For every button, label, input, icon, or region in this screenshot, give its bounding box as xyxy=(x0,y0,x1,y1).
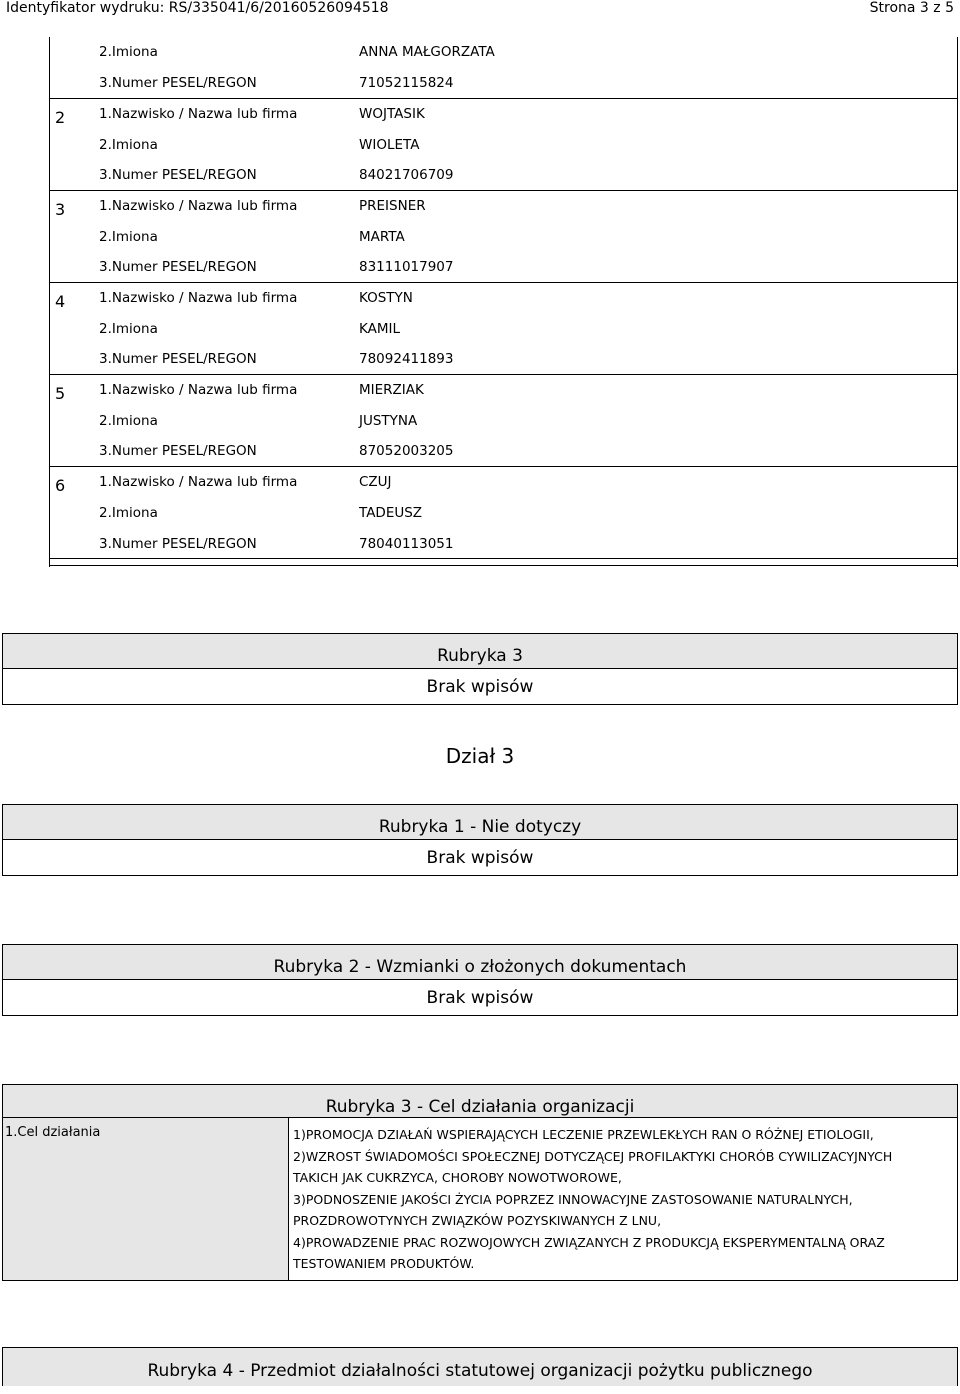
nazwisko-label: 1.Nazwisko / Nazwa lub firma xyxy=(99,106,298,122)
cel-line: 2)WZROST ŚWIADOMOŚCI SPOŁECZNEJ DOTYCZĄCEJ PROFILAKTYKI CHORÓB CYWILIZACYJNYCH xyxy=(293,1148,893,1164)
page-number: Strona 3 z 5 xyxy=(869,0,954,16)
rubryka-4-title: Rubryka 4 - Przedmiot działalności statutowej organizacji pożytku publicznego xyxy=(2,1347,958,1386)
nazwisko-value: WOJTASIK xyxy=(359,106,425,122)
cel-line: 3)PODNOSZENIE JAKOŚCI ŻYCIA POPRZEZ INNOWACYJNE ZASTOSOWANIE NATURALNYCH, xyxy=(293,1191,853,1207)
imiona-value: JUSTYNA xyxy=(359,413,418,429)
row-divider xyxy=(49,374,958,375)
nazwisko-value: PREISNER xyxy=(359,198,426,214)
nazwisko-label: 1.Nazwisko / Nazwa lub firma xyxy=(99,382,298,398)
section-body: Brak wpisów xyxy=(426,988,534,1008)
print-identifier: Identyfikator wydruku: RS/335041/6/20160526094518 xyxy=(6,0,389,16)
section-title: Rubryka 3 - Cel działania organizacji xyxy=(3,1085,957,1118)
pesel-label: 3.Numer PESEL/REGON xyxy=(99,75,257,91)
person-number: 3 xyxy=(55,200,66,219)
imiona-label: 2.Imiona xyxy=(99,229,158,245)
pesel-label: 3.Numer PESEL/REGON xyxy=(99,351,257,367)
row-divider xyxy=(49,282,958,283)
imiona-label: 2.Imiona xyxy=(99,413,158,429)
pesel-value: 87052003205 xyxy=(359,443,454,459)
rubryka-3-section xyxy=(2,633,958,705)
row-divider xyxy=(49,558,958,559)
cel-label: 1.Cel działania xyxy=(3,1118,289,1280)
nazwisko-label: 1.Nazwisko / Nazwa lub firma xyxy=(99,198,298,214)
cel-line: PROZDROWOTYNYCH ZWIĄZKÓW POZYSKIWANYCH Z LNU, xyxy=(293,1213,662,1228)
cel-line: 4)PROWADZENIE PRAC ROZWOJOWYCH ZWIĄZANYCH Z PRODUKCJĄ EKSPERYMENTALNĄ ORAZ xyxy=(293,1234,885,1250)
imiona-value: WIOLETA xyxy=(359,137,420,153)
cel-line: 1)PROMOCJA DZIAŁAŃ WSPIERAJĄCYCH LECZENIE PRZEWLEKŁYCH RAN O RÓŻNEJ ETIOLOGII, xyxy=(293,1127,874,1142)
pesel-label: 3.Numer PESEL/REGON xyxy=(99,259,257,275)
pesel-label: 3.Numer PESEL/REGON xyxy=(99,167,257,183)
nazwisko-label: 1.Nazwisko / Nazwa lub firma xyxy=(99,474,298,490)
nazwisko-label: 1.Nazwisko / Nazwa lub firma xyxy=(99,290,298,306)
pesel-value: 78092411893 xyxy=(359,351,454,367)
row-divider xyxy=(49,190,958,191)
pesel-value: 84021706709 xyxy=(359,167,454,183)
imiona-label: 2.Imiona xyxy=(99,137,158,153)
cel-line: TESTOWANIEM PRODUKTÓW. xyxy=(293,1256,475,1271)
person-number: 4 xyxy=(55,292,66,311)
imiona-label: 2.Imiona xyxy=(99,44,158,60)
section-title: Rubryka 1 - Nie dotyczy xyxy=(3,805,957,840)
dzial-title: Dział 3 xyxy=(445,744,515,768)
nazwisko-value: KOSTYN xyxy=(359,290,413,306)
section-body: Brak wpisów xyxy=(426,848,534,868)
imiona-value: ANNA MAŁGORZATA xyxy=(359,44,495,60)
person-number: 2 xyxy=(55,108,66,127)
nazwisko-value: MIERZIAK xyxy=(359,382,424,398)
row-divider xyxy=(49,98,958,99)
rubryka-2-section xyxy=(2,944,958,1016)
imiona-label: 2.Imiona xyxy=(99,321,158,337)
row-divider xyxy=(49,466,958,467)
rubryka-3-cel-section xyxy=(2,1084,958,1281)
person-number: 5 xyxy=(55,384,66,403)
nazwisko-value: CZUJ xyxy=(359,474,392,490)
rubryka-1-section xyxy=(2,804,958,876)
imiona-value: TADEUSZ xyxy=(359,505,423,521)
cel-line: TAKICH JAK CUKRZYCA, CHOROBY NOWOTWOROWE, xyxy=(293,1170,622,1185)
imiona-value: KAMIL xyxy=(359,321,401,337)
section-body: Brak wpisów xyxy=(426,677,534,697)
section-title: Rubryka 2 - Wzmianki o złożonych dokumentach xyxy=(3,945,957,980)
imiona-label: 2.Imiona xyxy=(99,505,158,521)
section-title: Rubryka 3 xyxy=(3,634,957,669)
pesel-value: 83111017907 xyxy=(359,259,454,275)
imiona-value: MARTA xyxy=(359,229,405,245)
pesel-label: 3.Numer PESEL/REGON xyxy=(99,536,257,552)
pesel-label: 3.Numer PESEL/REGON xyxy=(99,443,257,459)
pesel-value: 78040113051 xyxy=(359,536,454,552)
person-number: 6 xyxy=(55,476,66,495)
cel-text xyxy=(289,1118,957,1280)
pesel-value: 71052115824 xyxy=(359,75,454,91)
